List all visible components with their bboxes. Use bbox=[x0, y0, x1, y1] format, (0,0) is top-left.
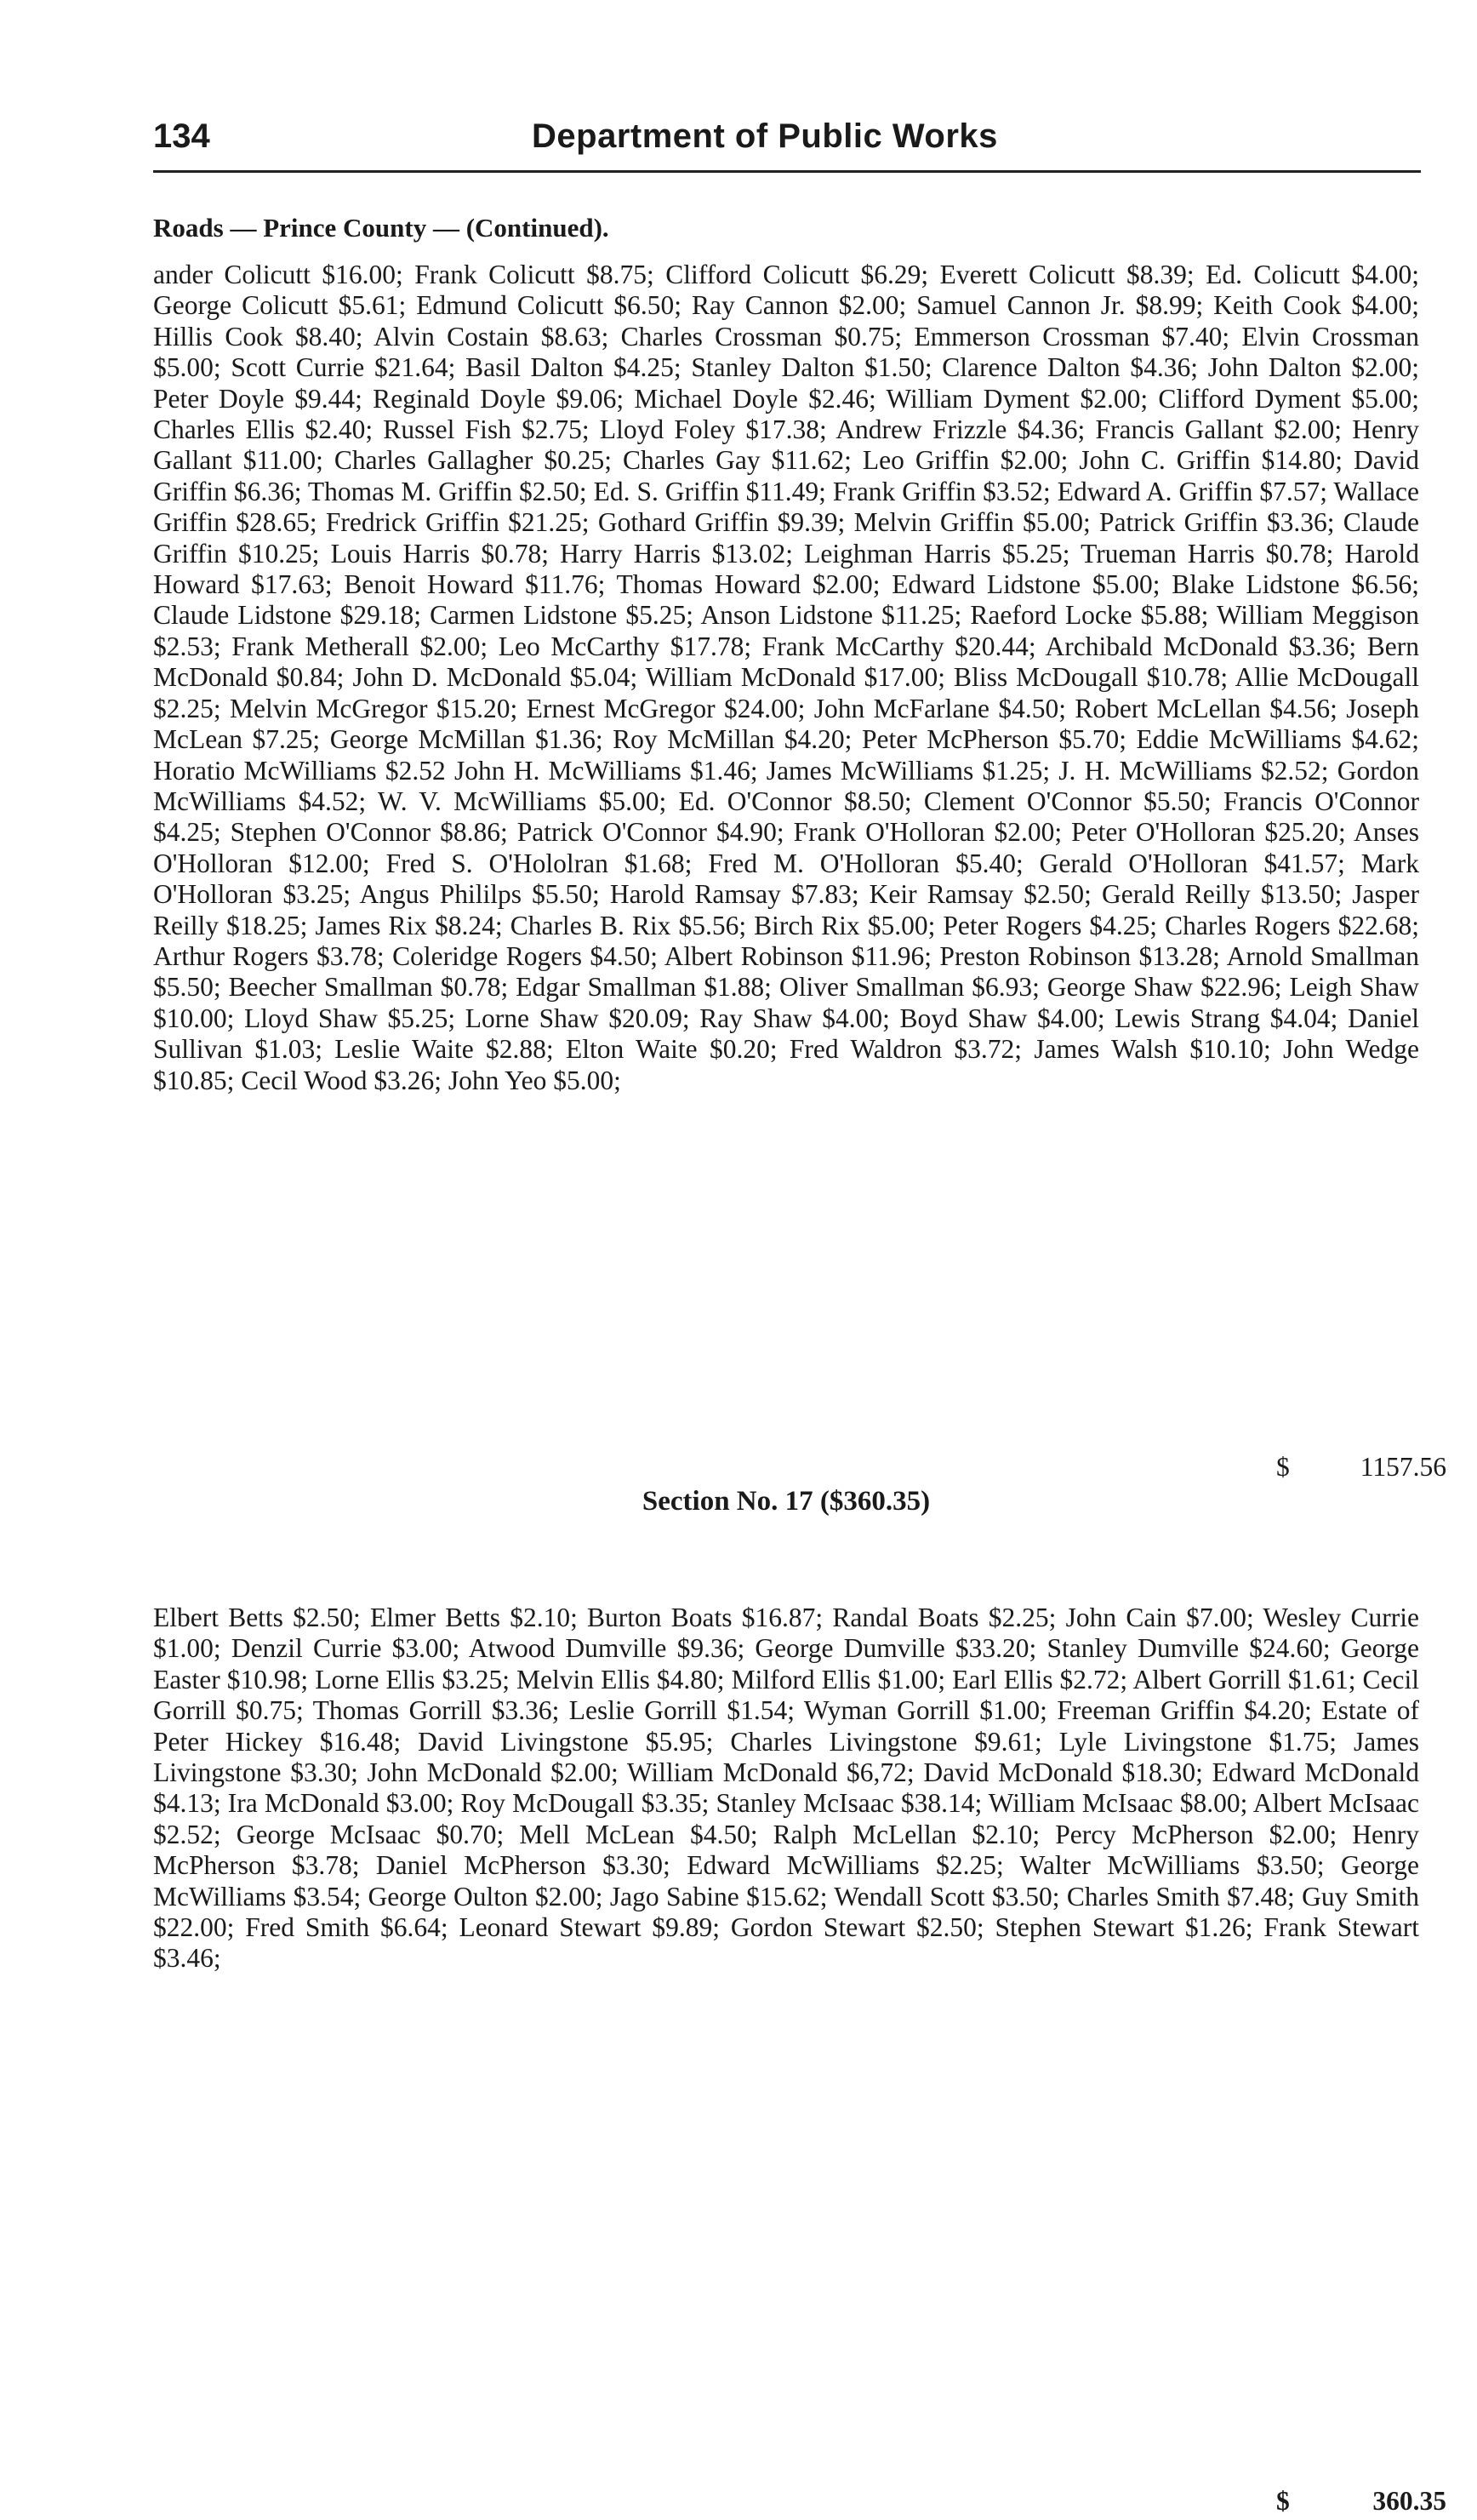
total-dollar-sign: $ bbox=[1276, 2486, 1290, 2516]
section-heading: Roads — Prince County — (Continued). bbox=[153, 213, 609, 243]
payment-list-text: ander Colicutt $16.00; Frank Colicutt $8.75; Clifford Colicutt $6.29; Everett Colicutt $8.39; Ed. Colicutt $4.00; George Colicutt $5.61; Edmund Colicutt $6.50; Ray Cannon $2.00; Samuel Cannon Jr. $8.99; Keith Cook $4.00; Hillis Cook $8.40; Alvin Costain $8.63; Charles Crossman $0.75; Emmerson Crossman $7.40; Elvin Crossman $5.00; Scott Currie $21.64; Basil Dalton $4.25; Stanley Dalton $1.50; Clarence Dalton $4.36; John Dalton $2.00; Peter Doyle $9.44; Reginald Doyle $9.06; Michael Doyle $2.46; William Dyment $2.00; Clifford Dyment $5.00; Charles Ellis $2.40; Russel Fish $2.75; Lloyd Foley $17.38; Andrew Frizzle $4.36; Francis Gallant $2.00; Henry Gallant $11.00; Charles Gallagher $0.25; Charles Gay $11.62; Leo Griffin $2.00; John C. Griffin $14.80; David Griffin $6.36; Thomas M. Griffin $2.50; Ed. S. Griffin $11.49; Frank Griffin $3.52; Edward A. Griffin $7.57; Wallace Griffin $28.65; Fredrick Griffin $21.25; Gothard Griffin $9.39; Melvin Griffin $5.00; Patrick Griffin $3.36; Claude Griffin $10.25; Louis Harris $0.78; Harry Harris $13.02; Leighman Harris $5.25; Trueman Harris $0.78; Harold Howard $17.63; Benoit Howard $11.76; Thomas Howard $2.00; Edward Lidstone $5.00; Blake Lidstone $6.56; Claude Lidstone $29.18; Carmen Lidstone $5.25; Anson Lidstone $11.25; Raeford Locke $5.88; William Meggison $2.53; Frank Metherall $2.00; Leo McCarthy $17.78; Frank McCarthy $20.44; Archibald McDonald $3.36; Bern McDonald $0.84; John D. McDonald $5.04; William McDonald $17.00; Bliss McDougall $10.78; Allie McDougall $2.25; Melvin McGregor $15.20; Ernest McGregor $24.00; John McFarlane $4.50; Robert McLellan $4.56; Joseph McLean $7.25; George McMillan $1.36; Roy McMillan $4.20; Peter McPherson $5.70; Eddie McWilliams $4.62; Horatio McWilliams $2.52 John H. McWilliams $1.46; James McWilliams $1.25; J. H. McWilliams $2.52; Gordon McWilliams $4.52; W. V. McWilliams $5.00; Ed. O'Connor $8.50; Clement O'Connor $5.50; Francis O'Connor $4.25; Stephen O'Connor $8.86; Patrick O'Connor $4.90; Frank O'Holloran $2.00; Peter O'Holloran $25.20; Anses O'Holloran $12.00; Fred S. O'Hololran $1.68; Fred M. O'Holloran $5.40; Gerald O'Holloran $41.57; Mark O'Holloran $3.25; Angus Phililps $5.50; Harold Ramsay $7.83; Keir Ramsay $2.50; Gerald Reilly $13.50; Jasper Reilly $18.25; James Rix $8.24; Charles B. Rix $5.56; Birch Rix $5.00; Peter Rogers $4.25; Charles Rogers $22.68; Arthur Rogers $3.78; Coleridge Rogers $4.50; Albert Robinson $11.96; Preston Robinson $13.28; Arnold Smallman $5.50; Beecher Smallman $0.78; Edgar Smallman $1.88; Oliver Smallman $6.93; George Shaw $22.96; Leigh Shaw $10.00; Lloyd Shaw $5.25; Lorne Shaw $20.09; Ray Shaw $4.00; Boyd Shaw $4.00; Lewis Strang $4.04; Daniel Sullivan $1.03; Leslie Waite $2.88; Elton Waite $0.20; Fred Waldron $3.72; James Walsh $10.10; John Wedge $10.85; Cecil Wood $3.26; John Yeo $5.00; bbox=[153, 260, 1419, 1095]
section-17-block bbox=[153, 1603, 1419, 1974]
total-amount: 360.35 bbox=[1372, 2486, 1446, 2516]
section-total bbox=[1276, 1452, 1446, 1486]
page-number: 134 bbox=[153, 117, 210, 155]
page-header bbox=[153, 117, 1421, 160]
payment-list-text: Elbert Betts $2.50; Elmer Betts $2.10; Burton Boats $16.87; Randal Boats $2.25; John Cain $7.00; Wesley Currie $1.00; Denzil Currie $3.00; Atwood Dumville $9.36; George Dumville $33.20; Stanley Dumville $24.60; George Easter $10.98; Lorne Ellis $3.25; Melvin Ellis $4.80; Milford Ellis $1.00; Earl Ellis $2.72; Albert Gorrill $1.61; Cecil Gorrill $0.75; Thomas Gorrill $3.36; Leslie Gorrill $1.54; Wyman Gorrill $1.00; Freeman Griffin $4.20; Estate of Peter Hickey $16.48; David Livingstone $5.95; Charles Livingstone $9.61; Lyle Livingstone $1.75; James Livingstone $3.30; John McDonald $2.00; William McDonald $6,72; David McDonald $18.30; Edward McDonald $4.13; Ira McDonald $3.00; Roy McDougall $3.35; Stanley McIsaac $38.14; William McIsaac $8.00; Albert McIsaac $2.52; George McIsaac $0.70; Mell McLean $4.50; Ralph McLellan $2.10; Percy McPherson $2.00; Henry McPherson $3.78; Daniel McPherson $3.30; Edward McWilliams $2.25; Walter McWilliams $3.50; George McWilliams $3.54; George Oulton $2.00; Jago Sabine $15.62; Wendall Scott $3.50; Charles Smith $7.48; Guy Smith $22.00; Fred Smith $6.64; Leonard Stewart $9.89; Gordon Stewart $2.50; Stephen Stewart $1.26; Frank Stewart $3.46; bbox=[153, 1603, 1419, 1974]
total-dollar-sign: $ bbox=[1276, 1452, 1290, 1482]
section-17-title: Section No. 17 ($360.35) bbox=[642, 1486, 931, 1517]
total-amount: 1157.56 bbox=[1360, 1452, 1446, 1482]
header-rule bbox=[153, 170, 1421, 173]
running-title: Department of Public Works bbox=[532, 117, 998, 155]
prince-county-continued-block bbox=[153, 260, 1419, 1096]
section-17-total bbox=[1276, 2486, 1446, 2520]
